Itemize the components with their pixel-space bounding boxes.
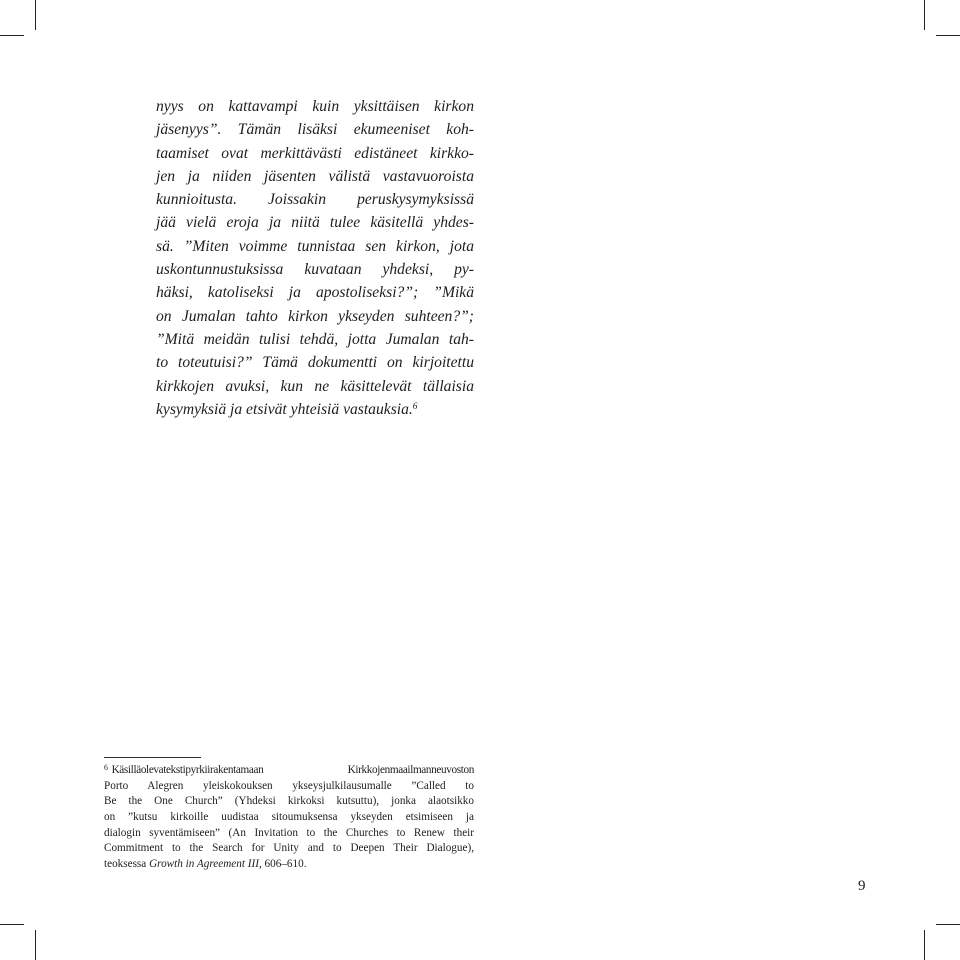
- crop-mark-top-right: [924, 0, 925, 30]
- footnote-line: Commitment to the Search for Unity and to Deepen Their Dialogue),: [104, 842, 474, 855]
- body-line: kysymyksiä ja etsivät yhteisiä vastauksia.: [156, 400, 413, 418]
- footnote-text: teoksessa: [104, 857, 150, 870]
- footnote-text: Käsilläolevatekstipyrkiirakentamaan Kirkkojenmaailmanneuvoston: [111, 764, 474, 777]
- body-line: sä. ”Miten voimme tunnistaa sen kirkon, jota: [156, 237, 474, 255]
- footnote-line: Be the One Church” (Yhdeksi kirkoksi kutsuttu), jonka alaotsikko: [104, 795, 474, 808]
- page-number: 9: [858, 878, 866, 894]
- book-title: Growth in Agreement III: [149, 857, 259, 870]
- footnote-divider: [104, 757, 201, 758]
- body-line: kirkkojen avuksi, kun ne käsittelevät tällaisia: [156, 377, 474, 395]
- body-line: jen ja niiden jäsenten välistä vastavuoroista: [156, 167, 474, 185]
- crop-mark-top-left: [35, 0, 36, 30]
- crop-mark-bottom-right-h: [936, 924, 960, 925]
- body-line-last: [156, 398, 474, 421]
- crop-mark-top-right-h: [936, 35, 960, 36]
- body-paragraph: [156, 95, 474, 421]
- body-line: ”Mitä meidän tulisi tehdä, jotta Jumalan tah-: [156, 330, 474, 348]
- crop-mark-bottom-right: [924, 930, 925, 960]
- footnote-text: , 606–610.: [258, 857, 307, 870]
- footnote-line: Porto Alegren yleiskokouksen ykseysjulkilausumalle ”Called to: [104, 779, 474, 792]
- footnote-number: 6: [104, 763, 108, 772]
- footnote-line: dialogin syventämiseen” (An Invitation to the Churches to Renew their: [104, 826, 474, 839]
- body-line: uskontunnustuksissa kuvataan yhdeksi, py-: [156, 261, 474, 279]
- crop-mark-bottom-left-h: [0, 924, 24, 925]
- footnote-line: on ”kutsu kirkoille uudistaa sitoumuksensa ykseyden etsimiseen ja: [104, 810, 474, 823]
- body-line: kunnioitusta. Joissakin peruskysymyksissä: [156, 191, 474, 209]
- body-line: nyys on kattavampi kuin yksittäisen kirkon: [156, 98, 474, 115]
- footnote-line: [104, 760, 474, 779]
- footnote: [104, 760, 474, 872]
- body-line: taamiset ovat merkittävästi edistäneet kirkko-: [156, 144, 474, 162]
- body-line: to toteutuisi?” Tämä dokumentti on kirjoitettu: [156, 354, 474, 372]
- crop-mark-top-left-h: [0, 35, 24, 36]
- body-line: jää vielä eroja ja niitä tulee käsitellä yhdes-: [156, 214, 474, 232]
- body-line: häksi, katoliseksi ja apostoliseksi?”; ”Mikä: [156, 284, 474, 302]
- crop-mark-bottom-left: [35, 930, 36, 960]
- body-line: jäsenyys”. Tämän lisäksi ekumeeniset koh-: [156, 121, 474, 139]
- footnote-line-last: [104, 857, 474, 873]
- footnote-reference[interactable]: 6: [412, 401, 418, 412]
- body-line: on Jumalan tahto kirkon ykseyden suhteen?”;: [156, 307, 474, 325]
